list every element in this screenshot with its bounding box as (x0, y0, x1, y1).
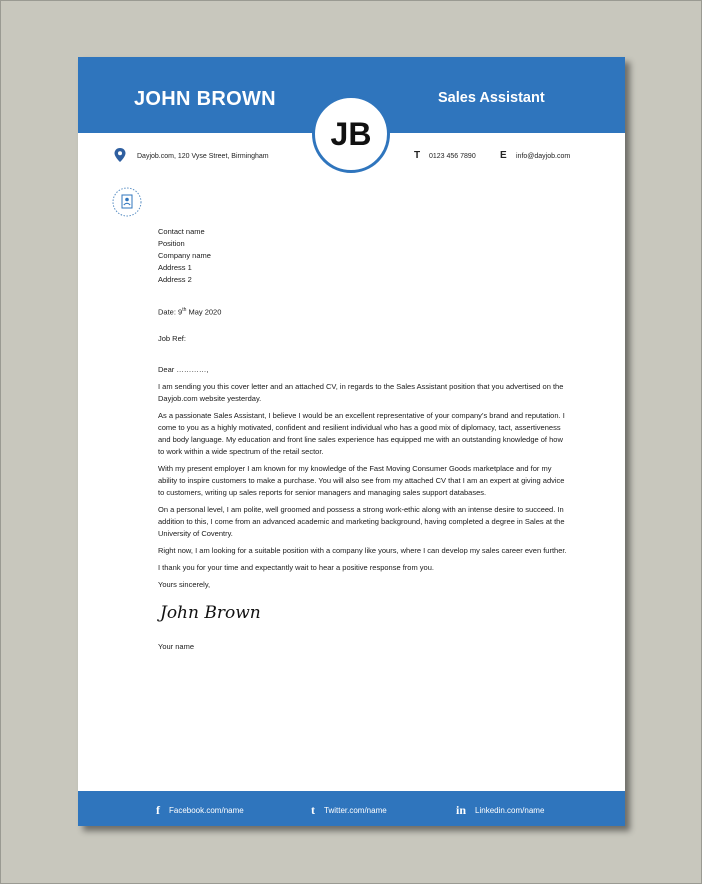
facebook-icon: f (156, 803, 160, 817)
facebook-text: Facebook.com/name (169, 806, 244, 815)
salutation: Dear …………, (158, 364, 209, 374)
paragraph: I am sending you this cover letter and an attached CV, in regards to the Sales Assistant position that you advertised on the Dayjob.com website yesterday. (158, 381, 564, 403)
closing: Yours sincerely, (158, 579, 211, 589)
letter-date (158, 304, 568, 319)
paragraph: As a passionate Sales Assistant, I believe I would be an excellent representative of your company’s brand and reputation. I come to you as a highly motivated, confident and resilient individual who has a good mix of diplomacy, tact, assertiveness and body language. My education and front line sales experience has equipped me with an outstanding knowledge of how to work within a wide spectrum of the retail sector. (158, 410, 565, 456)
date-month-year: May 2020 (186, 307, 222, 317)
linkedin-icon: in (456, 803, 467, 817)
email-text: info@dayjob.com (516, 153, 571, 160)
user-badge-icon (112, 187, 142, 217)
footer-banner (78, 791, 625, 826)
twitter-link[interactable] (311, 803, 387, 818)
letter-body (158, 226, 568, 653)
twitter-icon: t (311, 803, 315, 817)
monogram-circle: JB (312, 95, 390, 173)
applicant-name: JOHN BROWN (134, 88, 276, 110)
address-text: Dayjob.com, 120 Vyse Street, Birmingham (137, 153, 269, 160)
paragraph: Right now, I am looking for a suitable position with a company like yours, where I can develop my sales career even further. (158, 545, 567, 555)
job-title: Sales Assistant (438, 90, 545, 106)
cover-letter-page (78, 57, 625, 826)
date-ordinal: th (182, 307, 187, 313)
paragraph: On a personal level, I am polite, well groomed and possess a strong work-ethic along with an intense desire to succeed. In addition to this, I come from an advanced academic and marketing background, having completed a degree in Sales at the University of Coventry. (158, 504, 565, 538)
signature: John Brown (160, 602, 261, 623)
recipient-line: Address 1 (158, 263, 192, 272)
recipient-line: Address 2 (158, 275, 192, 284)
linkedin-link[interactable] (456, 803, 544, 818)
date-day: Date: 9 (158, 307, 183, 317)
your-name: Your name (158, 641, 194, 651)
recipient-block (158, 226, 568, 286)
map-pin-icon (114, 148, 126, 162)
paragraph: With my present employer I am known for my knowledge of the Fast Moving Consumer Goods marketplace and for my ability to inspire customers to make a purchase. You will also see from my attached CV that I am an expert at giving advice to customers, writing up sales reports for senior managers and managing sales support databases. (158, 463, 565, 497)
recipient-line: Contact name (158, 227, 205, 236)
linkedin-text: Linkedin.com/name (475, 806, 545, 815)
paragraph: I thank you for your time and expectantly wait to hear a positive response from you. (158, 562, 434, 572)
recipient-line: Company name (158, 251, 211, 260)
phone-text: 0123 456 7890 (429, 153, 476, 160)
twitter-text: Twitter.com/name (324, 806, 387, 815)
phone-label: T (414, 150, 421, 161)
facebook-link[interactable] (156, 803, 244, 818)
recipient-line: Position (158, 239, 185, 248)
email-label: E (500, 150, 507, 161)
job-reference: Job Ref: (158, 333, 186, 343)
